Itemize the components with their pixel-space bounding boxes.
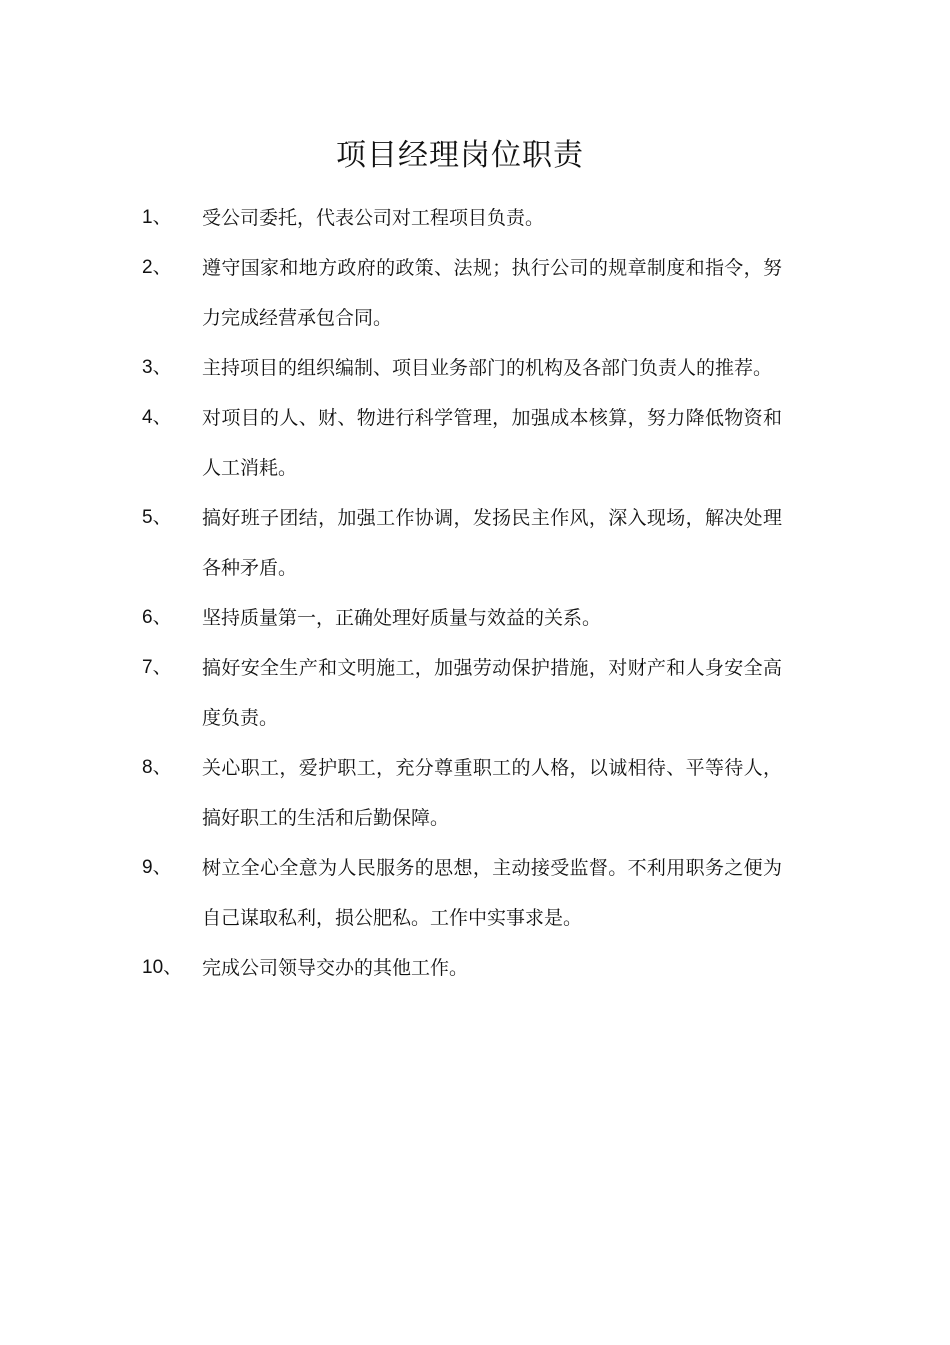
item-number: 8、: [142, 757, 172, 778]
list-item: [142, 193, 782, 243]
list-item: [142, 843, 782, 943]
duty-list: [142, 193, 782, 993]
list-item: [142, 243, 782, 343]
list-item: [142, 493, 782, 593]
list-item: [142, 743, 782, 843]
item-number: 1、: [142, 207, 172, 228]
item-text: 对项目的人、财、物进行科学管理，加强成本核算，努力降低物资和人工消耗。: [202, 407, 782, 479]
item-number: 3、: [142, 357, 172, 378]
item-text: 受公司委托，代表公司对工程项目负责。: [202, 207, 545, 229]
item-number: 9、: [142, 857, 172, 878]
item-text: 搞好安全生产和文明施工，加强劳动保护措施，对财产和人身安全高度负责。: [202, 657, 782, 729]
item-number: 4、: [142, 407, 172, 428]
item-number: 7、: [142, 657, 172, 678]
list-item: [142, 643, 782, 743]
item-text: 完成公司领导交办的其他工作。: [202, 957, 469, 979]
item-text: 坚持质量第一，正确处理好质量与效益的关系。: [202, 607, 602, 629]
item-number: 2、: [142, 257, 172, 278]
page-title: 项目经理岗位职责: [336, 138, 584, 173]
list-item: [142, 393, 782, 493]
list-item: [142, 593, 782, 643]
item-text: 树立全心全意为人民服务的思想，主动接受监督。不利用职务之便为自己谋取私利，损公肥私。工作中实事求是。: [202, 857, 782, 929]
item-text: 主持项目的组织编制、项目业务部门的机构及各部门负责人的推荐。: [202, 357, 773, 379]
item-text: 搞好班子团结，加强工作协调，发扬民主作风，深入现场，解决处理各种矛盾。: [202, 507, 782, 579]
list-item: [142, 943, 782, 993]
item-number: 6、: [142, 607, 172, 628]
item-text: 遵守国家和地方政府的政策、法规；执行公司的规章制度和指令，努力完成经营承包合同。: [202, 257, 782, 329]
list-item: [142, 343, 782, 393]
item-text: 关心职工，爱护职工，充分尊重职工的人格，以诚相待、平等待人，搞好职工的生活和后勤保障。: [202, 757, 782, 829]
item-number: 5、: [142, 507, 172, 528]
item-number: 10、: [142, 957, 183, 978]
